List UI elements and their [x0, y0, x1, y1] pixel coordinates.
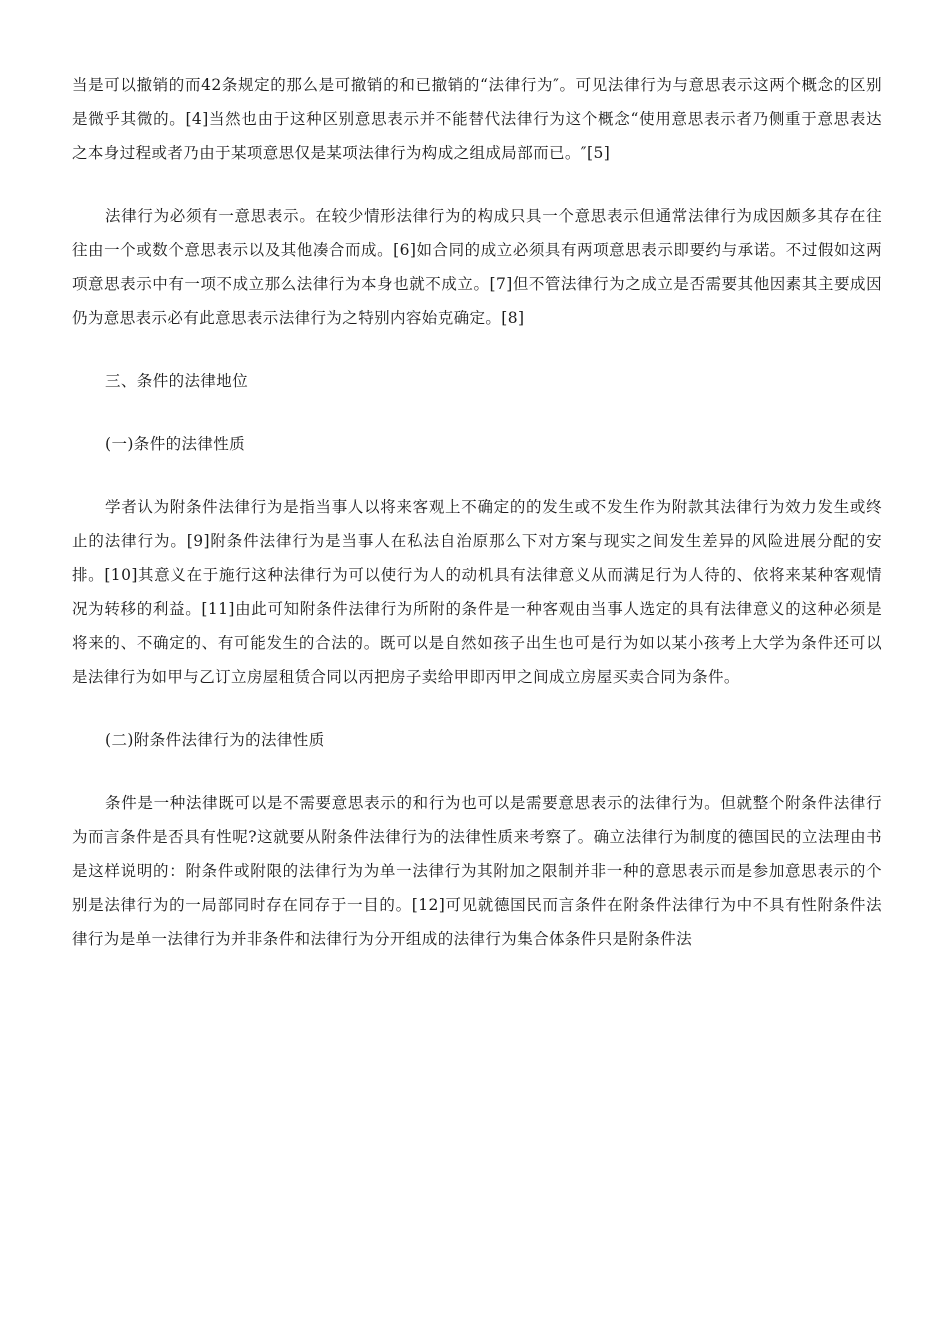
paragraph-4: 条件是一种法律既可以是不需要意思表示的和行为也可以是需要意思表示的法律行为。但就整个附条件法律行为而言条件是否具有性呢?这就要从附条件法律行为的法律性质来考察了。确立法律行为制度的德国民的立法理由书是这样说明的：附条件或附限的法律行为为单一法律行为其附加之限制并非一种的意思表示而是参加意思表示的个别是法律行为的一局部同时存在同存于一目的。[12]可见就德国民而言条件在附条件法律行为中不具有性附条件法律行为是单一法律行为并非条件和法律行为分开组成的法律行为集合体条件只是附条件法: [72, 794, 882, 948]
paragraph-1: 当是可以撤销的而42条规定的那么是可撤销的和已撤销的“法律行为″。可见法律行为与意思表示这两个概念的区别是微乎其微的。[4]当然也由于这种区别意思表示并不能替代法律行为这个概念“使用意思表示者乃侧重于意思表达之本身过程或者乃由于某项意思仅是某项法律行为构成之组成局部而已。″[5]: [72, 76, 882, 162]
section-heading-3: 三、条件的法律地位: [105, 372, 249, 390]
document-page: [72, 0, 882, 956]
subsection-heading-1: (一)条件的法律性质: [105, 435, 246, 453]
subsection-heading-2: (二)附条件法律行为的法律性质: [105, 731, 325, 749]
paragraph-3: 学者认为附条件法律行为是指当事人以将来客观上不确定的的发生或不发生作为附款其法律行为效力发生或终止的法律行为。[9]附条件法律行为是当事人在私法自治原那么下对方案与现实之间发生差异的风险进展分配的安排。[10]其意义在于施行这种法律行为可以使行为人的动机具有法律意义从而满足行为人待的、依将来某种客观情况为转移的利益。[11]由此可知附条件法律行为所附的条件是一种客观由当事人选定的具有法律意义的这种必须是将来的、不确定的、有可能发生的合法的。既可以是自然如孩子出生也可是行为如以某小孩考上大学为条件还可以是法律行为如甲与乙订立房屋租赁合同以丙把房子卖给甲即丙甲之间成立房屋买卖合同为条件。: [72, 498, 882, 686]
paragraph-2: 法律行为必须有一意思表示。在较少情形法律行为的构成只具一个意思表示但通常法律行为成因颇多其存在往往由一个或数个意思表示以及其他凑合而成。[6]如合同的成立必须具有两项意思表示即要约与承诺。不过假如这两项意思表示中有一项不成立那么法律行为本身也就不成立。[7]但不管法律行为之成立是否需要其他因素其主要成因仍为意思表示必有此意思表示法律行为之特别内容始克确定。[8]: [72, 207, 882, 327]
